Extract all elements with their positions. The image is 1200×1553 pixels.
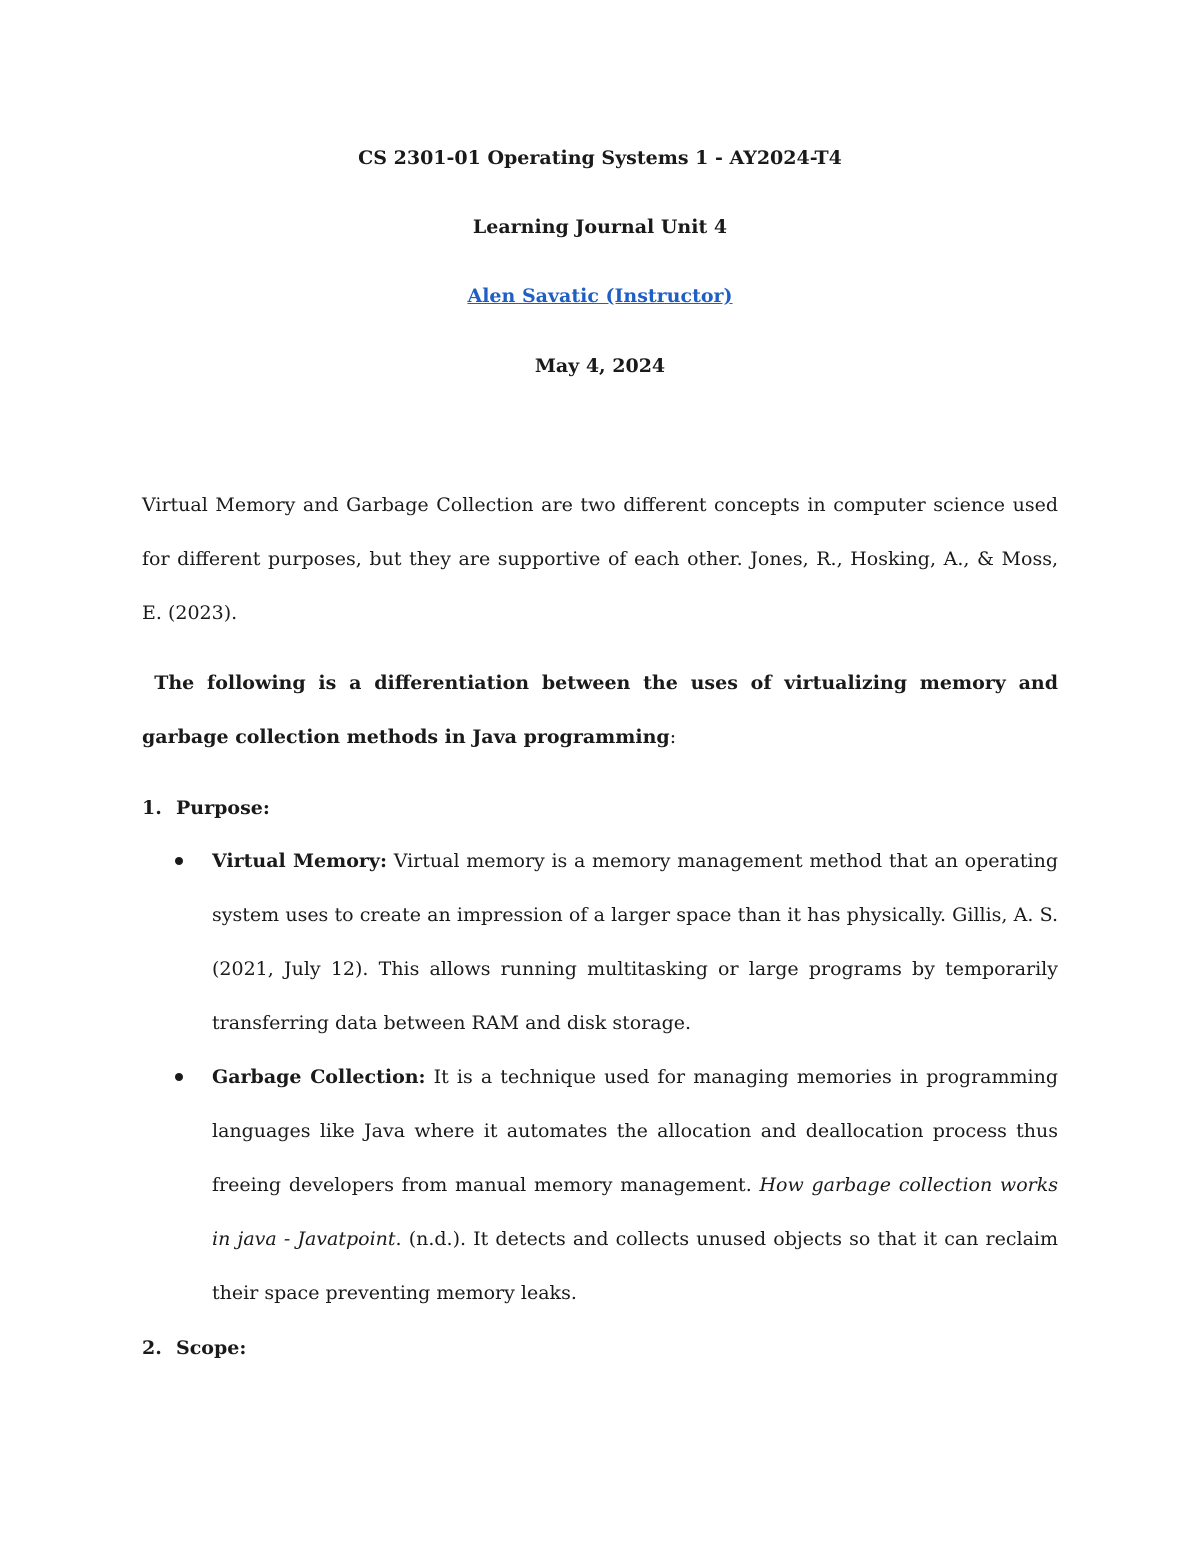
- bullet-virtual-memory: [212, 834, 1058, 1050]
- bullet-icon: [175, 1073, 183, 1081]
- lead-bold-text: The following is a differentiation between the uses of virtualizing memory and garbage collection methods in Java programming: [142, 672, 1058, 748]
- bullet-text: It is a technique used for managing memories in programming languages like Java where it automates the allocation and deallocation process thus freeing developers from manual memory management.: [212, 1066, 1058, 1196]
- instructor-line: [0, 284, 1200, 308]
- section-number: 2.: [142, 1337, 162, 1359]
- bullet-text: Virtual memory is a memory management method that an operating system uses to create an impression of a larger space than it has physically. Gillis, A. S. (2021, July 12). This allows running multitasking or large programs by temporarily transferring data between RAM and disk storage.: [212, 850, 1058, 1034]
- intro-paragraph: [142, 478, 1058, 640]
- course-title: CS 2301-01 Operating Systems 1 - AY2024-T4: [358, 147, 842, 169]
- section-number: 1.: [142, 797, 162, 819]
- intro-text: Virtual Memory and Garbage Collection are two different concepts in computer science used for different purposes, but they are supportive of each other. Jones, R., Hosking, A., & Moss, E. (2023).: [142, 494, 1058, 624]
- section-title: Scope:: [176, 1337, 247, 1359]
- assignment-title: Learning Journal Unit 4: [472, 216, 728, 238]
- section-purpose-heading: [142, 796, 270, 820]
- citation-title: How garbage collection works in java - Javatpoint: [212, 1174, 1058, 1250]
- document-date: May 4, 2024: [534, 355, 666, 377]
- section-title: Purpose:: [176, 797, 270, 819]
- lead-paragraph: [142, 656, 1058, 764]
- bullet-icon: [175, 857, 183, 865]
- bullet-term: Garbage Collection:: [212, 1066, 426, 1088]
- lead-colon: :: [669, 726, 677, 748]
- bullet-term: Virtual Memory:: [212, 850, 387, 872]
- bullet-text-end: . (n.d.). It detects and collects unused objects so that it can reclaim their space preventing memory leaks.: [212, 1228, 1058, 1304]
- bullet-garbage-collection: [212, 1050, 1058, 1320]
- section-scope-heading: [142, 1336, 246, 1360]
- instructor-link[interactable]: Alen Savatic (Instructor): [467, 285, 733, 307]
